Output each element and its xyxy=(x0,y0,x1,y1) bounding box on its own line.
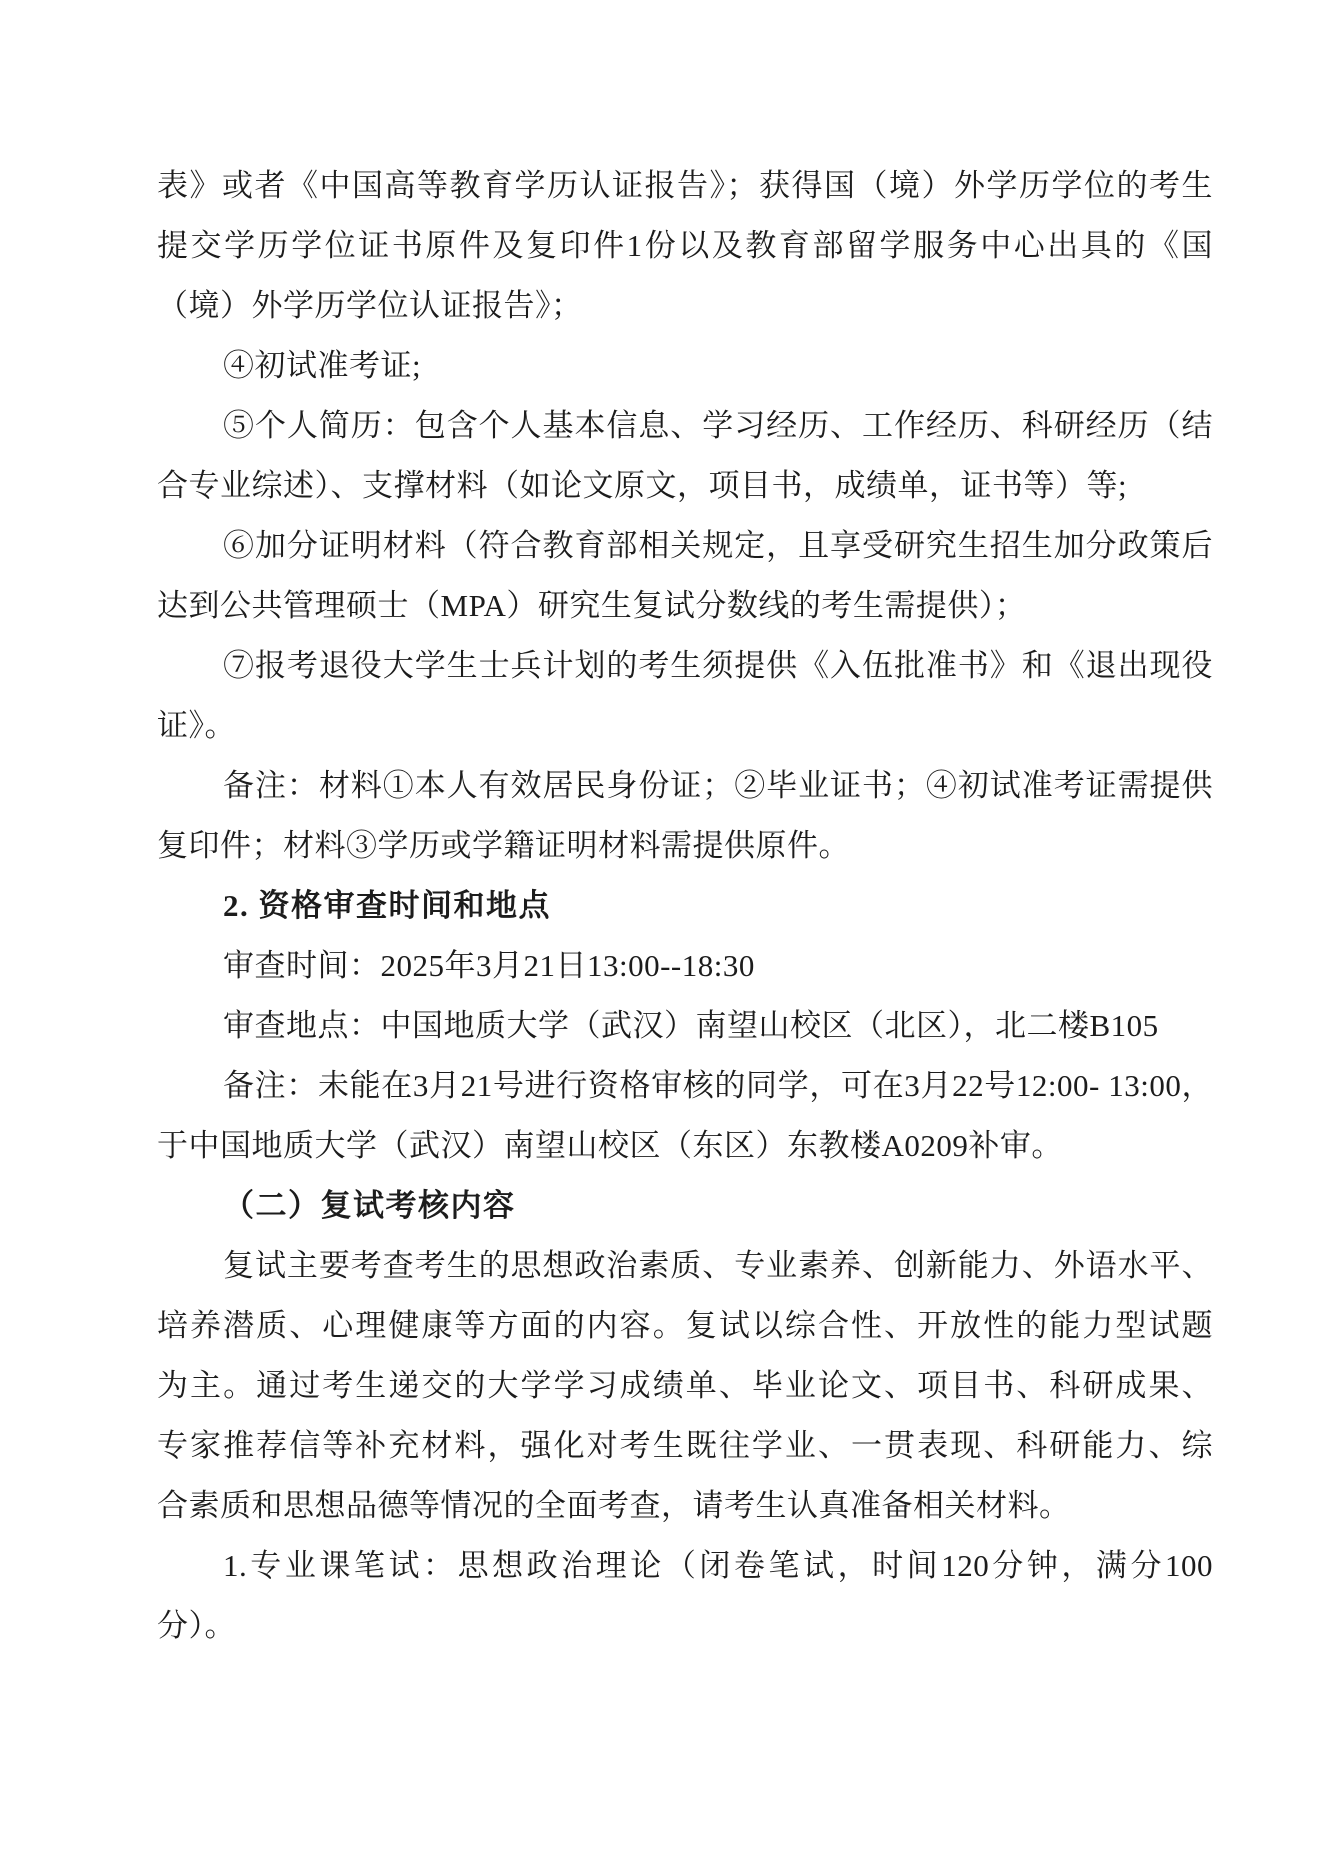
text-line: 于中国地质大学（武汉）南望山校区（东区）东教楼A0209补审。 xyxy=(157,1128,1063,1163)
paragraph-review-time xyxy=(157,936,1213,996)
heading-section-ii-assessment-content xyxy=(157,1176,1213,1236)
text-line: 提交学历学位证书原件及复印件1份以及教育部留学服务中心出具的《国 xyxy=(157,228,1213,263)
text-line: 审查时间：2025年3月21日13:00--18:30 xyxy=(223,948,755,983)
text-line: ⑦报考退役大学生士兵计划的考生须提供《入伍批准书》和《退出现役 xyxy=(223,648,1213,683)
heading-section-2-qualification-review xyxy=(157,876,1213,936)
text-line: ⑤个人简历：包含个人基本信息、学习经历、工作经历、科研经历（结 xyxy=(223,408,1213,443)
text-line: 审查地点：中国地质大学（武汉）南望山校区（北区），北二楼B105 xyxy=(223,1008,1159,1043)
paragraph-item-4-admission-ticket xyxy=(157,336,1213,396)
text-line: 培养潜质、心理健康等方面的内容。复试以综合性、开放性的能力型试题 xyxy=(157,1308,1213,1343)
text-line: ⑥加分证明材料（符合教育部相关规定，且享受研究生招生加分政策后 xyxy=(223,528,1213,563)
text-line: 复印件；材料③学历或学籍证明材料需提供原件。 xyxy=(157,828,850,863)
text-line: 表》或者《中国高等教育学历认证报告》；获得国（境）外学历学位的考生 xyxy=(157,168,1213,203)
paragraph-item-6-bonus-materials xyxy=(157,516,1213,636)
document-body xyxy=(157,156,1213,1656)
paragraph-review-note xyxy=(157,1056,1213,1176)
paragraph-written-exam xyxy=(157,1536,1213,1656)
text-line: 备注：材料①本人有效居民身份证；②毕业证书；④初试准考证需提供 xyxy=(223,768,1213,803)
text-line: （二）复试考核内容 xyxy=(223,1188,516,1223)
text-line: 分）。 xyxy=(157,1608,236,1643)
text-line: 达到公共管理硕士（MPA）研究生复试分数线的考生需提供）； xyxy=(157,588,1027,623)
text-line: 为主。通过考生递交的大学学习成绩单、毕业论文、项目书、科研成果、 xyxy=(157,1368,1213,1403)
text-line: 备注：未能在3月21号进行资格审核的同学，可在3月22号12:00- 13:00， xyxy=(223,1068,1213,1103)
text-line: 1.专业课笔试：思想政治理论（闭卷笔试，时间120分钟，满分100 xyxy=(223,1548,1213,1583)
text-line: 合素质和思想品德等情况的全面考查，请考生认真准备相关材料。 xyxy=(157,1488,1071,1523)
text-line: （境）外学历学位认证报告》； xyxy=(157,288,583,323)
paragraph-assessment-description xyxy=(157,1236,1213,1536)
paragraph-degree-certification-continued xyxy=(157,156,1213,336)
text-line: 合专业综述）、支撑材料（如论文原文，项目书，成绩单，证书等）等; xyxy=(157,468,1128,503)
text-line: 复试主要考查考生的思想政治素质、专业素养、创新能力、外语水平、 xyxy=(223,1248,1213,1283)
paragraph-review-location xyxy=(157,996,1213,1056)
paragraph-item-5-resume xyxy=(157,396,1213,516)
text-line: ④初试准考证; xyxy=(223,348,422,383)
paragraph-materials-note xyxy=(157,756,1213,876)
text-line: 证》。 xyxy=(157,708,236,743)
text-line: 专家推荐信等补充材料，强化对考生既往学业、一贯表现、科研能力、综 xyxy=(157,1428,1213,1463)
paragraph-item-7-veteran-plan xyxy=(157,636,1213,756)
text-line: 2. 资格审查时间和地点 xyxy=(223,888,551,923)
